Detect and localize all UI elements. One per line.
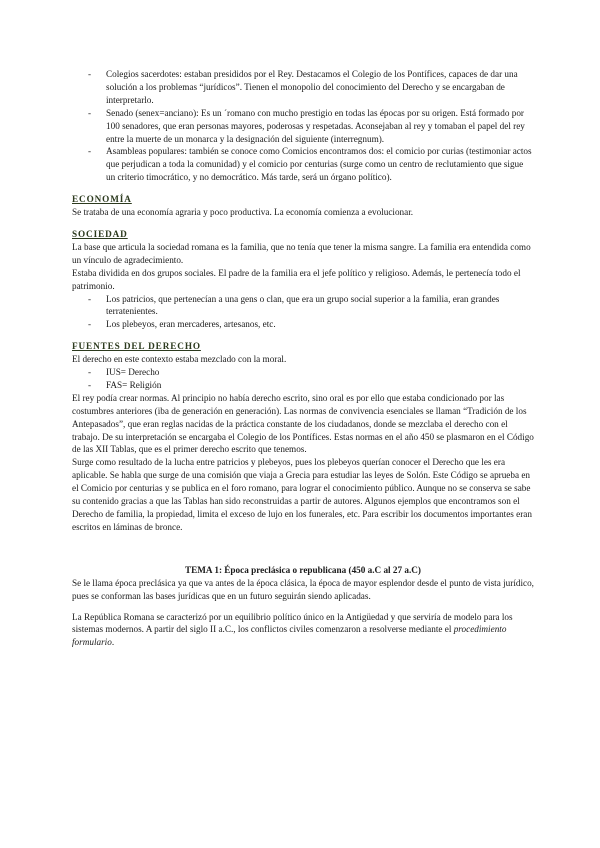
tema-paragraph-1: Se le llama época preclásica ya que va antes de la época clásica, la época de mayor esplendor desde el punto de vista jurídico, pues se conforman las bases jurídicas que en un futuro seguirán siendo aplicadas. [72, 577, 534, 601]
tema-paragraph-2 [72, 611, 534, 650]
tema-paragraph-2-start: La República Romana se caracterizó por un equilibrio político único en la Antigüedad y que serviría de modelo para los sistemas modernos. A partir del siglo II a.C., los conflictos civiles comenzaron a resolverse mediante el [72, 611, 513, 635]
fuentes-paragraph-2: El rey podía crear normas. Al principio no había derecho escrito, sino oral es por ello que estaba condicionado por las costumbres anteriores (iba de generación en generación). Las normas de convivencia esenciales se llaman “Tradición de los Antepasados”, que eran reglas nacidas de la práctica constante de los ciudadanos, donde se mezclaba el derecho con el trabajo. De su interpretación se encargaba el Colegio de los Pontífices. Estas normas en el año 450 se plasmaron en el Código de las XII Tablas, que es el primer derecho escrito que tenemos. [72, 392, 534, 455]
list-item: - Colegios sacerdotes: estaban presididos por el Rey. Destacamos el Colegio de los Pontífices, capaces de dar una solución a los problemas “jurídicos”. Tienen el monopolio del conocimiento del Derecho y se encargaban de interpretarlo. [72, 68, 534, 107]
tema-title: TEMA 1: Época preclásica o republicana (450 a.C al 27 a.C) [185, 564, 421, 575]
economia-heading: ECONOMÍA [72, 194, 132, 205]
list-item: - IUS= Derecho [72, 366, 534, 379]
fuentes-paragraph-1: El derecho en este contexto estaba mezclado con la moral. [72, 354, 287, 365]
list-item: - Senado (senex=anciano): Es un ´romano con mucho prestigio en todas las épocas por su origen. Está formado por 100 senadores, que eran personas mayores, poderosas y respetadas. Aconsejaban al rey y tomaban el papel del rey entre la muerte de un monarca y la designación del siguiente (interregnum). [72, 107, 534, 146]
list-item: - Los plebeyos, eran mercaderes, artesanos, etc. [72, 318, 534, 331]
fuentes-list [72, 366, 534, 392]
procedimiento-formulario-term: procedimiento formulario [72, 624, 507, 648]
list-item: - Los patricios, que pertenecían a una gens o clan, que era un grupo social superior a la familia, eran grandes terratenientes. [72, 293, 534, 319]
fuentes-paragraph-3: Surge como resultado de la lucha entre patricios y plebeyos, pues los plebeyos querían conocer el Derecho que les era aplicable. Se habla que surge de una comisión que viaja a Grecia para estudiar las leyes de Solón. Este Código se aprueba en el Comicio por centurias y se publica en el foro romano, para lograr el conocimiento público. Aunque no se conserva se sabe su contenido gracias a que las Tablas han sido reconstruidas a partir de autores. Algunos ejemplos que encontramos son el Derecho de familia, la propiedad, limita el exceso de lujo en los funerales, etc. Para escribir los documentos importantes eran escritos en láminas de bronce. [72, 457, 532, 532]
tema-paragraph-2-end: . [111, 637, 115, 648]
sociedad-list [72, 293, 534, 332]
economia-text: Se trataba de una economía agraria y poco productiva. La economía comienza a evolucionar. [72, 207, 414, 218]
list-item: - FAS= Religión [72, 379, 534, 392]
list-item: - Asambleas populares: también se conoce como Comicios encontramos dos: el comicio por curias (testimoniar actos que perjudican a toda la comunidad) y el comicio por centurias (surge como un centro de reclutamiento que sigue un criterio timocrático, y no democrático. Más tarde, será un órgano político). [72, 145, 534, 184]
fuentes-heading: FUENTES DEL DERECHO [72, 341, 201, 352]
intro-list [72, 68, 534, 184]
sociedad-paragraph-2: Estaba dividida en dos grupos sociales. El padre de la familia era el jefe político y religioso. Además, le pertenecía todo el patrimonio. [72, 267, 521, 291]
sociedad-paragraph-1: La base que articula la sociedad romana es la familia, que no tenía que tener la misma sangre. La familia era entendida como un vínculo de agradecimiento. [72, 241, 531, 265]
document-page [72, 68, 534, 649]
sociedad-heading: SOCIEDAD [72, 228, 128, 239]
